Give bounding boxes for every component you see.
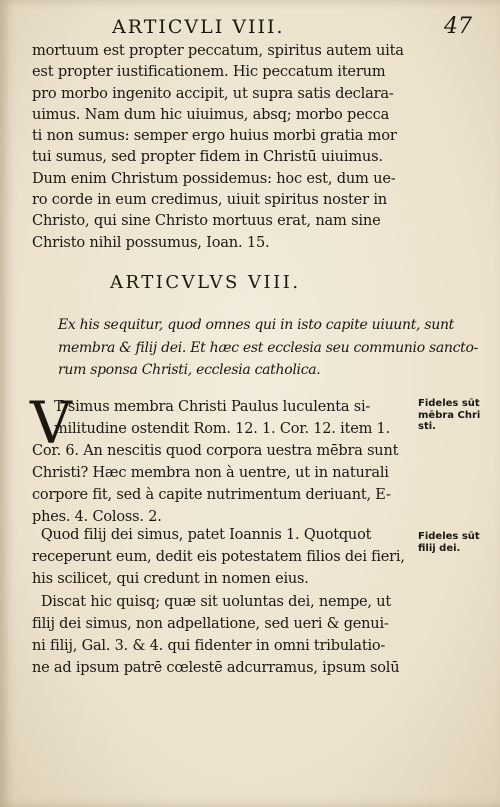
paragraph-membra xyxy=(32,396,414,528)
running-header xyxy=(28,14,474,40)
note-line: filij dei. xyxy=(418,542,461,554)
running-title: ARTICVLI VIII. xyxy=(112,16,285,38)
summary-line: Ex his sequitur, quod omnes qui in isto capite uiuunt, sunt xyxy=(58,317,454,333)
text-line: ni filij, Gal. 3. & 4. qui fidenter in omni tribulatio- xyxy=(32,638,386,655)
text-line: tui sumus, sed propter fidem in Christū uiuimus. xyxy=(32,148,383,166)
text-line: Dum enim Christum possidemus: hoc est, dum ue- xyxy=(32,169,396,187)
text-line: phes. 4. Coloss. 2. xyxy=(32,509,162,525)
text-line: pro morbo ingenito accipit, ut supra satis declara- xyxy=(32,84,394,102)
note-line: sti. xyxy=(418,421,436,432)
summary-line: membra & filij dei. Et hæc est ecclesia seu communio sancto- xyxy=(58,339,479,356)
text-line: corpore fit, sed à capite nutrimentum deriuant, E- xyxy=(32,487,391,503)
article-heading: ARTICVLVS VIII. xyxy=(110,272,301,293)
paragraph-filii xyxy=(32,524,412,679)
drop-capital: V xyxy=(30,389,72,457)
note-line: Fideles sūt xyxy=(418,531,480,542)
text-line: Christo nihil possumus, Ioan. 15. xyxy=(32,233,270,251)
text-line: Christo, qui sine Christo mortuus erat, nam sine xyxy=(32,212,381,230)
text-line: mortuum est propter peccatum, spiritus autem uita xyxy=(32,42,404,59)
text-line: Cor. 6. An nescitis quod corpora uestra mēbra sunt xyxy=(32,443,399,459)
text-line: est propter iustificationem. Hic peccatum iterum xyxy=(32,63,386,81)
text-line: militudine ostendit Rom. 12. 1. Cor. 12. item 1. xyxy=(54,421,390,437)
page-number: 47 xyxy=(444,14,472,39)
note-line: mēbra Chri xyxy=(418,409,481,421)
margin-note-filii xyxy=(418,531,480,554)
margin-note-membra xyxy=(418,398,480,433)
text-line: T simus membra Christi Paulus luculenta si- xyxy=(54,399,371,415)
paragraph-continued xyxy=(32,40,412,253)
text-line: ne ad ipsum patrē cœlestē adcurramus, ipsum solū xyxy=(32,660,400,677)
text-line: Christi? Hæc membra non à uentre, ut in naturali xyxy=(32,465,389,481)
text-line: receperunt eum, dedit eis potestatem filios dei fieri, xyxy=(32,549,405,566)
text-line: ro corde in eum credimus, uiuit spiritus noster in xyxy=(32,191,388,209)
text-line: uimus. Nam dum hic uiuimus, absq; morbo pecca xyxy=(32,105,390,123)
text-line: filij dei simus, non adpellatione, sed ueri & genui- xyxy=(32,615,389,632)
article-summary xyxy=(58,314,479,382)
note-line: Fideles sūt xyxy=(418,398,480,409)
text-line: Discat hic quisq; quæ sit uoluntas dei, nempe, ut xyxy=(32,593,392,610)
text-line: ti non sumus: semper ergo huius morbi gratia mor xyxy=(32,127,397,145)
text-line: Quod filij dei simus, patet Ioannis 1. Quotquot xyxy=(32,527,372,543)
text-line: his scilicet, qui credunt in nomen eius. xyxy=(32,571,309,588)
summary-line: rum sponsa Christi, ecclesia catholica. xyxy=(58,362,321,378)
